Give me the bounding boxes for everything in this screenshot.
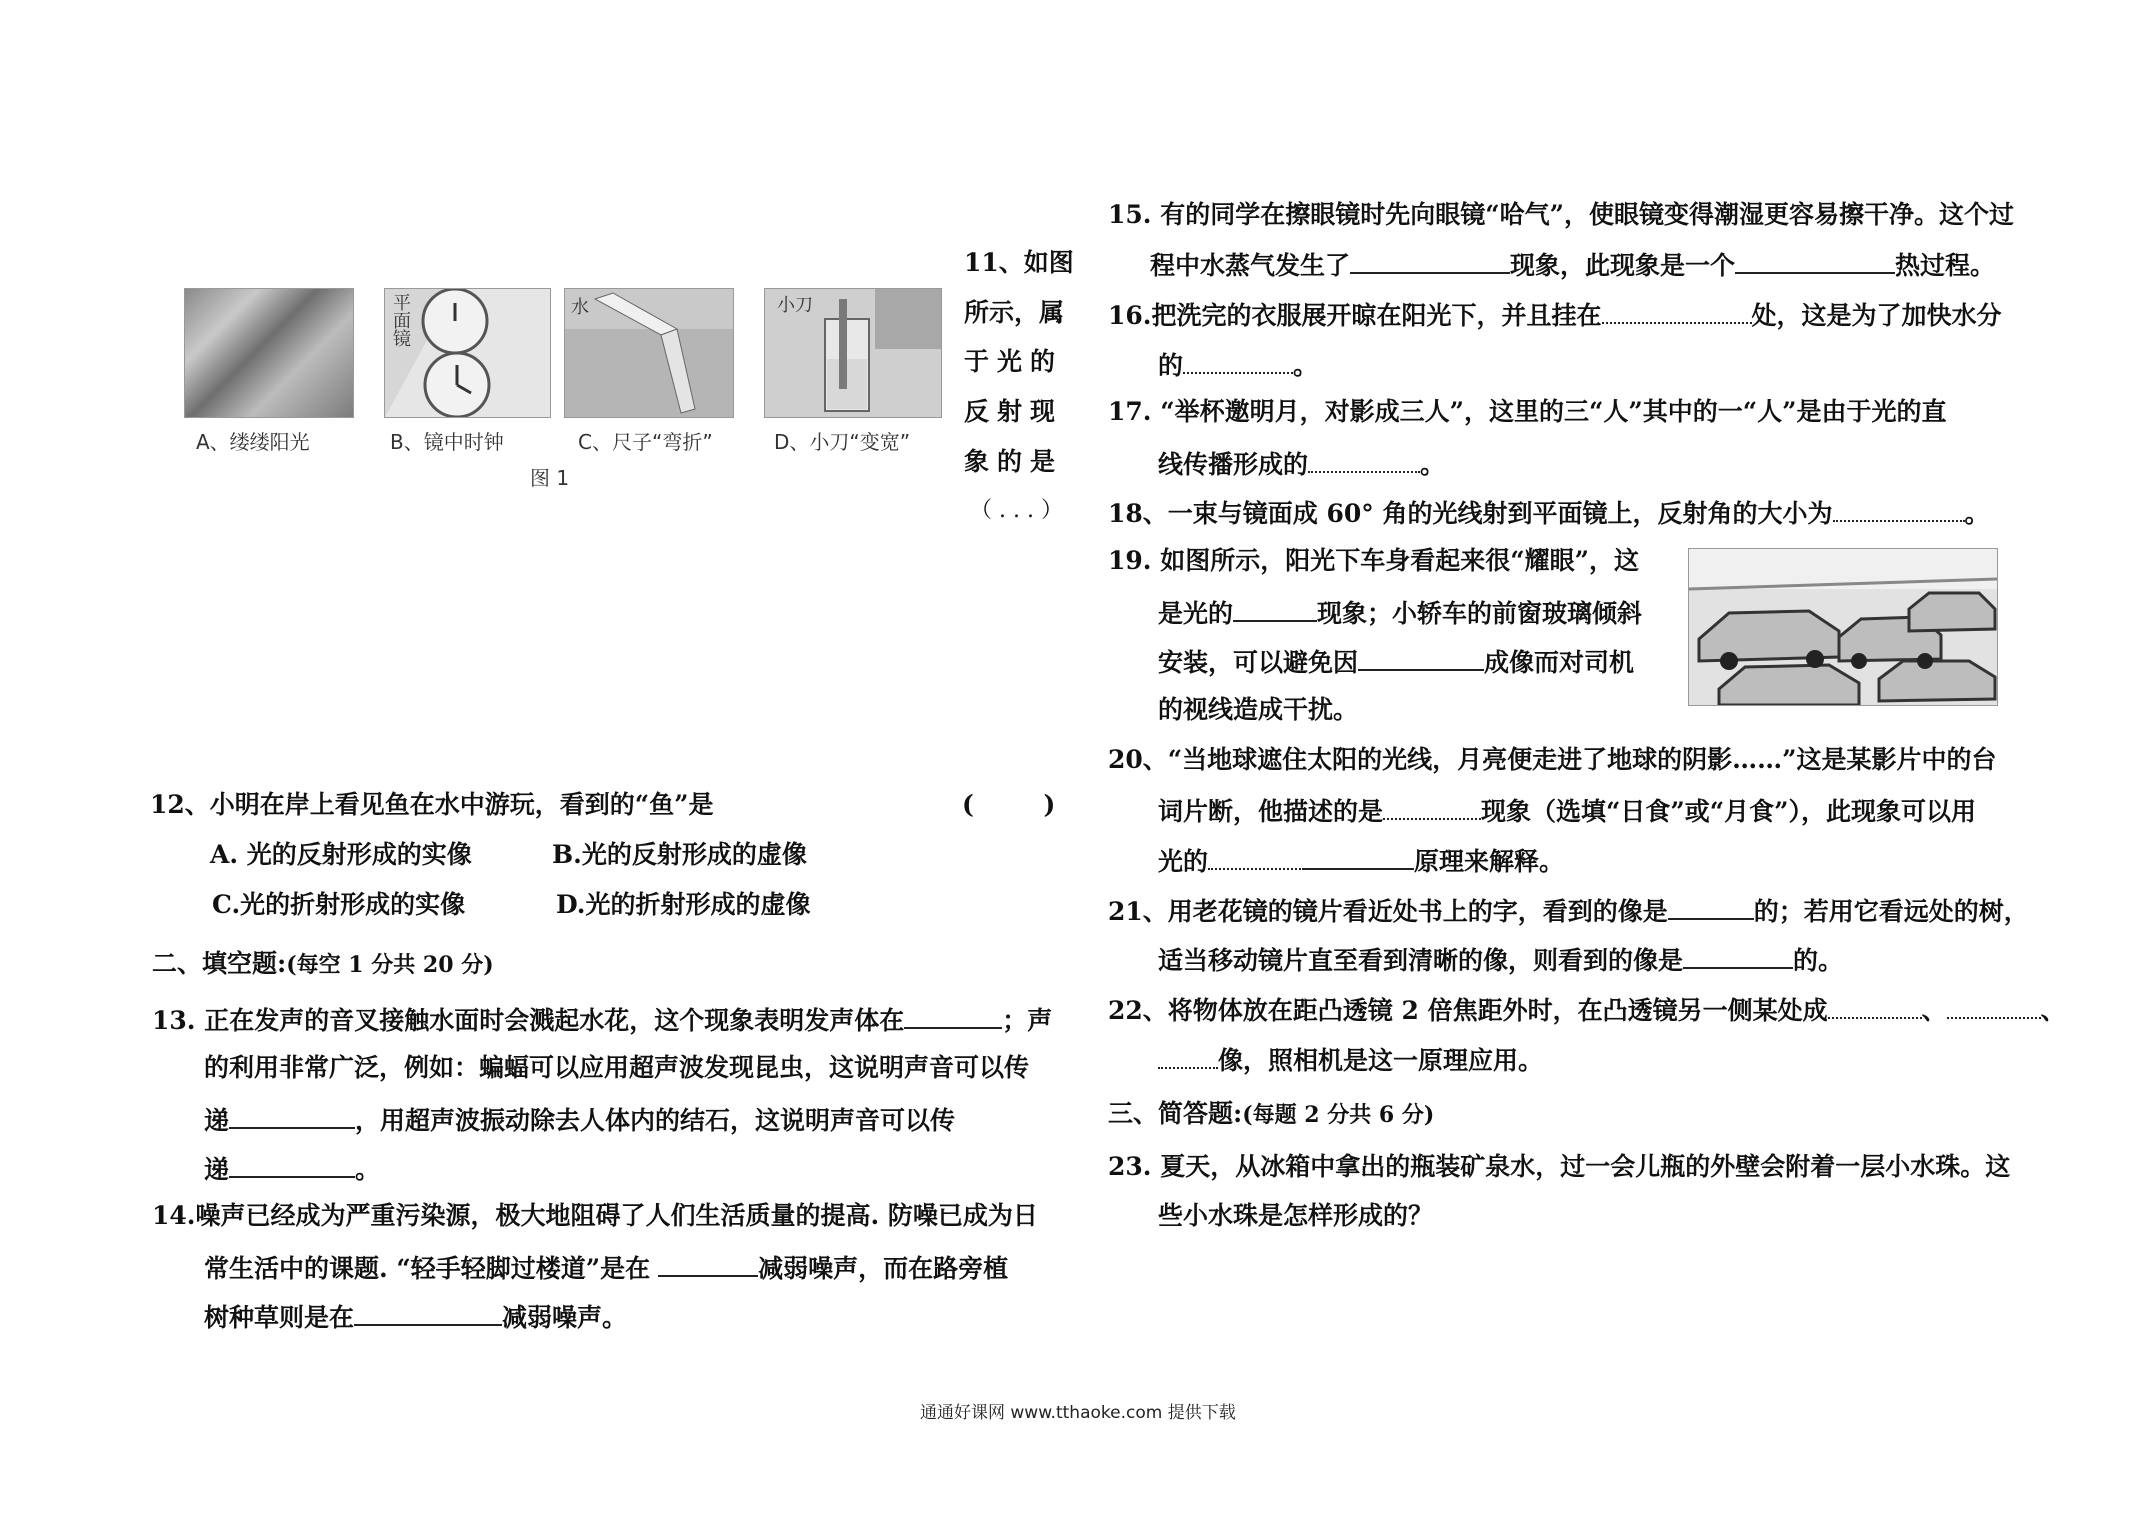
q14-line-3: [204, 1300, 627, 1333]
mirror-label: 平面镜: [390, 293, 411, 347]
q11-line-4: 反射现: [964, 397, 1064, 426]
q18-blank[interactable]: [1833, 496, 1965, 522]
q13-text-1b: ；声: [1002, 1006, 1053, 1035]
q16-line-1: [1108, 298, 2002, 331]
q20-text-2b: 现象（选填“日食”或“月食”），此现象可以用: [1481, 797, 1977, 826]
q16-text-1b: 处，这是为了加快水分: [1751, 301, 2002, 330]
q22-text-2: 像，照相机是这一原理应用。: [1218, 1046, 1544, 1075]
q20-line-1: 20、“当地球遮住太阳的光线，月亮便走进了地球的阴影……”这是某影片中的台: [1108, 745, 1997, 774]
caption-d: D、小刀“变宽”: [774, 430, 911, 454]
q16-line-2: [1158, 348, 1318, 381]
q22-text-1a: 22、将物体放在距凸透镜 2 倍焦距外时，在凸透镜另一侧某处成: [1108, 996, 1828, 1025]
figure-title: 图 1: [530, 466, 570, 490]
ruler-drawing: [565, 289, 733, 417]
q12-paren: ( ): [962, 790, 1056, 819]
q14-blank-1[interactable]: [658, 1251, 758, 1277]
water-label: 水: [571, 297, 589, 318]
q20-line-3: [1158, 844, 1564, 877]
section-2-heading: [152, 944, 494, 980]
q19-text-2b: 现象；小轿车的前窗玻璃倾斜: [1317, 599, 1643, 628]
q21-text-1a: 21、用老花镜的镜片看近处书上的字，看到的像是: [1108, 897, 1668, 926]
q15-blank-2[interactable]: [1735, 248, 1895, 274]
q19-text-3a: 安装，可以避免因: [1158, 648, 1359, 677]
q20-blank-1[interactable]: [1383, 794, 1481, 820]
q20-text-2a: 词片断，他描述的是: [1158, 797, 1384, 826]
q12-option-d: D.光的折射形成的虚像: [556, 890, 811, 919]
q13-text-4b: 。: [355, 1155, 381, 1184]
q16-blank-2[interactable]: [1183, 348, 1293, 374]
q18-line: [1108, 496, 1990, 529]
q20-text-3b: 原理来解释。: [1414, 847, 1565, 876]
footer-source: 通通好课网 www.tthaoke.com 提供下载: [920, 1403, 1236, 1423]
q15-text-2c: 热过程。: [1895, 251, 1996, 280]
q11-line-2: 所示，属: [964, 298, 1065, 327]
q12-option-c: C.光的折射形成的实像: [212, 890, 466, 919]
section-2-title: 二、填空题:: [152, 949, 287, 978]
q21-blank-2[interactable]: [1683, 943, 1793, 969]
q18-text: 18、一束与镜面成 60° 角的光线射到平面镜上，反射角的大小为: [1108, 499, 1833, 528]
photo-sunlight: [184, 288, 354, 418]
q11-line-5: 象的是: [964, 447, 1064, 476]
q13-line-2: 的利用非常广泛，例如：蝙蝠可以应用超声波发现昆虫，这说明声音可以传: [204, 1053, 1030, 1082]
q15-line-1: 15. 有的同学在擦眼镜时先向眼镜“哈气”，使眼镜变得潮湿更容易擦干净。这个过: [1108, 200, 2014, 229]
q19-text-2a: 是光的: [1158, 599, 1234, 628]
q14-line-2: [204, 1251, 1008, 1284]
q17-line-1: 17. “举杯邀明月，对影成三人”，这里的三“人”其中的一“人”是由于光的直: [1108, 397, 1947, 426]
q16-blank-1[interactable]: [1602, 298, 1752, 324]
q21-text-2b: 的。: [1793, 946, 1844, 975]
q16-text-2b: 。: [1293, 351, 1319, 380]
q15-line-2: [1150, 248, 1995, 281]
q22-blank-3[interactable]: [1158, 1043, 1218, 1069]
q12-stem: 12、小明在岸上看见鱼在水中游玩，看到的“鱼”是: [150, 790, 714, 819]
q17-blank-1[interactable]: [1308, 447, 1420, 473]
q20-text-3a: 光的: [1158, 847, 1209, 876]
q18-end: 。: [1964, 499, 1990, 528]
q15-text-2b: 现象，此现象是一个: [1510, 251, 1736, 280]
q21-line-1: [1108, 894, 2029, 927]
q17-line-2: [1158, 447, 1445, 480]
q19-line-4: 的视线造成干扰。: [1158, 695, 1359, 724]
q15-blank-1[interactable]: [1350, 248, 1510, 274]
q14-text-2a: 常生活中的课题. “轻手轻脚过楼道”是在: [204, 1254, 651, 1283]
q13-text-3a: 递: [204, 1106, 230, 1135]
knife-label: 小刀: [777, 295, 813, 316]
cars-drawing: [1689, 549, 1997, 705]
q13-text-3b: ，用超声波振动除去人体内的结石，这说明声音可以传: [355, 1106, 956, 1135]
q13-blank-3[interactable]: [229, 1152, 355, 1178]
section-2-note: (每空 1 分共 20 分): [286, 952, 494, 978]
q11-answer-paren: （ . . . ）: [970, 498, 1063, 523]
q22-line-2: [1158, 1043, 1543, 1076]
caption-a: A、缕缕阳光: [196, 430, 310, 454]
q14-text-2b: 减弱噪声，而在路旁植: [758, 1254, 1009, 1283]
q17-text-2b: 。: [1420, 450, 1446, 479]
q22-sep-1: 、: [1921, 996, 1947, 1025]
q13-line-4: [204, 1152, 380, 1185]
q22-blank-1[interactable]: [1828, 993, 1922, 1019]
q14-text-3a: 树种草则是在: [204, 1303, 355, 1332]
q19-line-1: 19. 如图所示，阳光下车身看起来很“耀眼”，这: [1108, 546, 1639, 575]
cars-photo: [1688, 548, 1998, 706]
section-3-title: 三、简答题:: [1108, 1099, 1243, 1128]
q13-line-3: [204, 1103, 955, 1136]
q22-sep-2: 、: [2040, 996, 2066, 1025]
q11-line-3: 于光的: [964, 347, 1064, 376]
q19-blank-2[interactable]: [1358, 645, 1484, 671]
caption-b: B、镜中时钟: [390, 430, 504, 454]
q19-text-3b: 成像而对司机: [1484, 648, 1635, 677]
q21-line-2: [1158, 943, 1843, 976]
q13-text-1a: 13. 正在发声的音叉接触水面时会溅起水花，这个现象表明发声体在: [152, 1006, 905, 1035]
section-3-heading: [1108, 1094, 1434, 1130]
q12-option-a: A. 光的反射形成的实像: [210, 840, 472, 869]
q20-blank-3[interactable]: [1304, 844, 1414, 870]
q19-line-3: [1158, 645, 1634, 678]
caption-c: C、尺子“弯折”: [578, 430, 713, 454]
q13-blank-2[interactable]: [229, 1103, 355, 1129]
q21-text-1b: 的；若用它看远处的树，: [1753, 897, 2029, 926]
q13-text-4a: 递: [204, 1155, 230, 1184]
q20-line-2: [1158, 794, 1976, 827]
q23-line-2: 些小水珠是怎样形成的？: [1158, 1201, 1434, 1230]
q17-text-2a: 线传播形成的: [1158, 450, 1309, 479]
q16-text-2a: 的: [1158, 351, 1184, 380]
q19-line-2: [1158, 596, 1642, 629]
q14-text-3b: 减弱噪声。: [502, 1303, 628, 1332]
q21-blank-1[interactable]: [1668, 894, 1754, 920]
q22-blank-2[interactable]: [1947, 993, 2041, 1019]
q22-line-1: [1108, 993, 2066, 1026]
q15-text-2a: 程中水蒸气发生了: [1150, 251, 1351, 280]
q16-text-1a: 16.把洗完的衣服展开晾在阳光下，并且挂在: [1108, 301, 1602, 330]
q14-line-1: 14.噪声已经成为严重污染源，极大地阻碍了人们生活质量的提高. 防噪已成为日: [152, 1201, 1038, 1230]
q13-line-1: [152, 1003, 1052, 1036]
q14-blank-2[interactable]: [354, 1300, 502, 1326]
q11-line-1: 11、如图: [964, 248, 1074, 277]
q12-option-b: B.光的反射形成的虚像: [552, 840, 807, 869]
q21-text-2a: 适当移动镜片直至看到清晰的像，则看到的像是: [1158, 946, 1684, 975]
q23-line-1: 23. 夏天，从冰箱中拿出的瓶装矿泉水，过一会儿瓶的外壁会附着一层小水珠。这: [1108, 1152, 2011, 1181]
photo-mirror-clock: [384, 288, 551, 418]
q13-blank-1[interactable]: [904, 1003, 1002, 1029]
photo-knife-wide: [764, 288, 942, 418]
q19-blank-1[interactable]: [1233, 596, 1317, 622]
q20-blank-2[interactable]: [1208, 844, 1304, 870]
section-3-note: (每题 2 分共 6 分): [1242, 1102, 1435, 1128]
photo-ruler-bent: [564, 288, 734, 418]
